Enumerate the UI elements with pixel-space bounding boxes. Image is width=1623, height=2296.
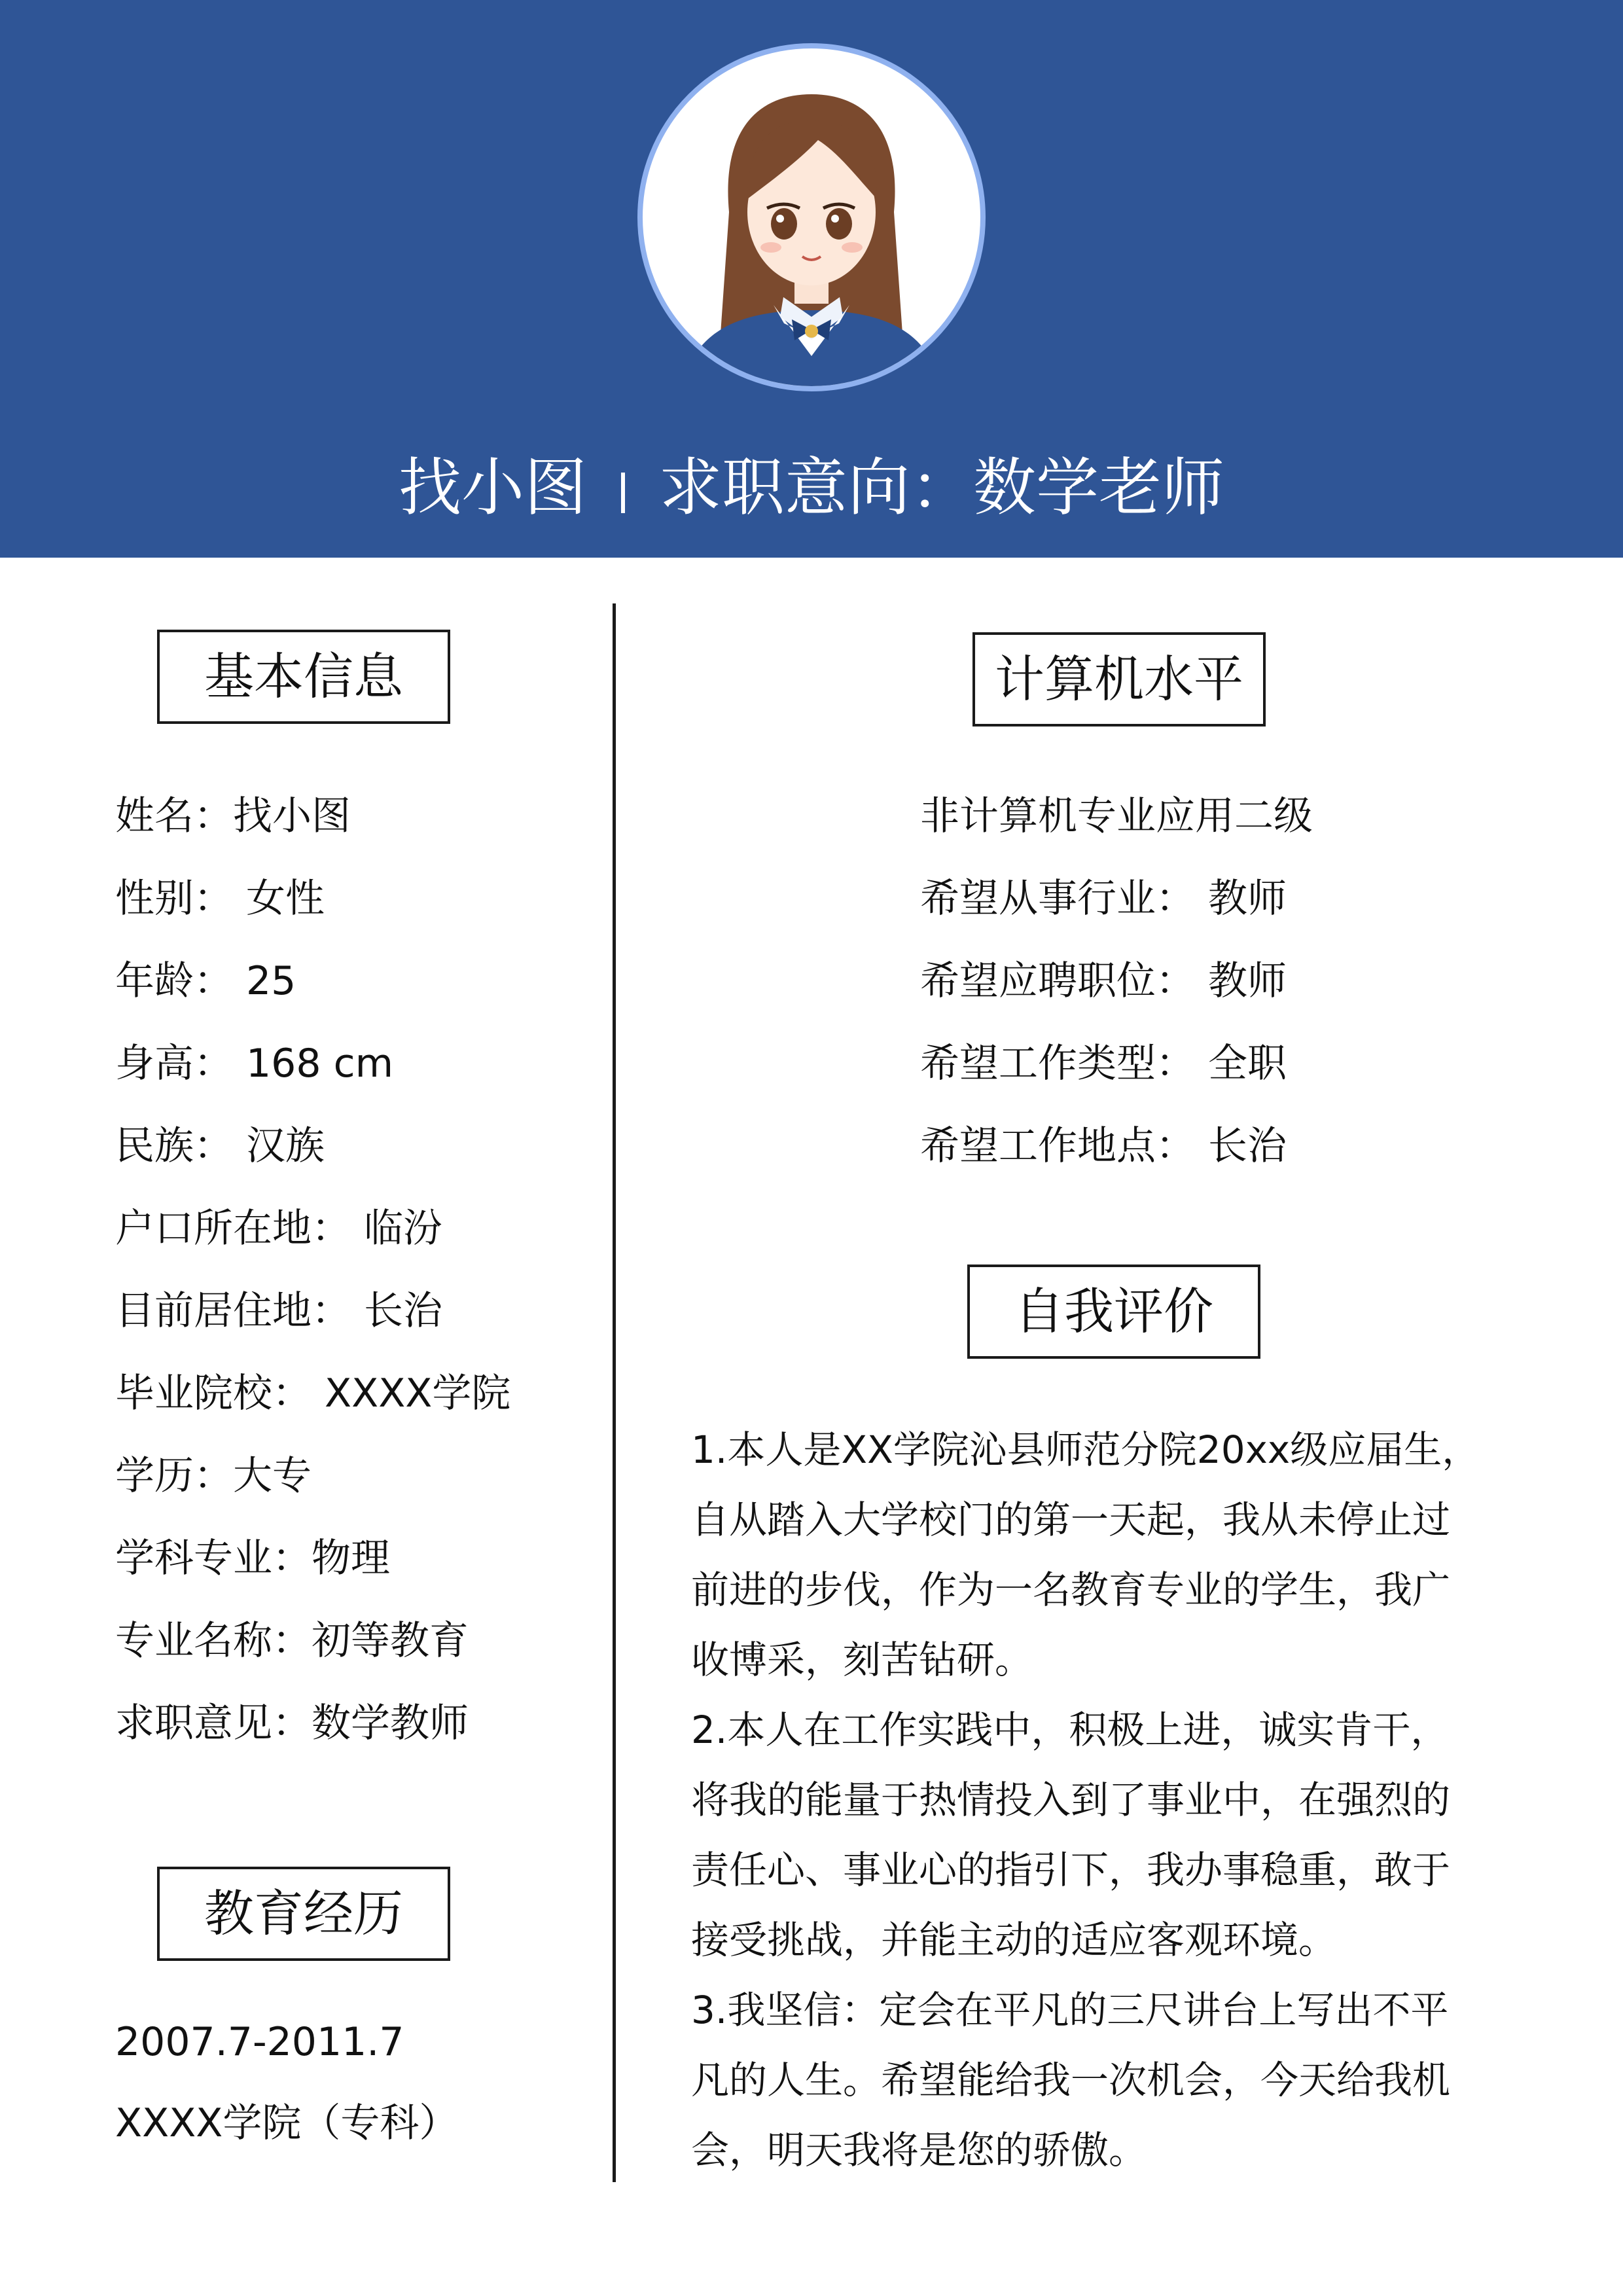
job-pref-item — [920, 857, 1313, 940]
pref-value: 教师 — [1208, 876, 1287, 922]
self-eval-line: 自从踏入大学校门的第一天起，我从未停止过 — [691, 1498, 1451, 1542]
pref-value: 长治 — [1208, 1123, 1287, 1169]
pref-label: 希望工作类型： — [920, 1041, 1195, 1086]
info-label: 求职意见： — [115, 1700, 312, 1746]
info-item — [115, 1187, 510, 1270]
pref-label: 希望应聘职位： — [920, 958, 1195, 1004]
self-eval-text — [691, 1415, 1561, 2185]
info-label: 目前居住地： — [115, 1288, 351, 1334]
job-pref-item — [920, 1105, 1313, 1187]
info-label: 民族： — [115, 1123, 233, 1169]
self-eval-line: 会，明天我将是您的骄傲。 — [691, 2128, 1147, 2172]
section-heading-computer: 计算机水平 — [972, 632, 1266, 726]
info-item — [115, 1022, 510, 1105]
education-school: XXXX学院（专科） — [115, 2100, 459, 2146]
info-value: 大专 — [233, 1453, 312, 1499]
info-value: 临汾 — [364, 1206, 442, 1251]
candidate-name: 找小图 — [399, 451, 587, 524]
self-eval-line: 收博采，刻苦钻研。 — [691, 1638, 1033, 1682]
info-item — [115, 1270, 510, 1352]
cartoon-woman-avatar-icon — [643, 48, 980, 386]
computer-list — [920, 775, 1313, 1187]
self-eval-line: 前进的步伐，作为一名教育专业的学生，我广 — [691, 1568, 1451, 1612]
info-value: 女性 — [246, 876, 325, 922]
pref-label: 希望工作地点： — [920, 1123, 1195, 1169]
info-value: 找小图 — [233, 793, 351, 839]
self-eval-line: 3.我坚信：定会在平凡的三尺讲台上写出不平 — [691, 1988, 1449, 2032]
basic-info-list — [115, 775, 510, 1765]
header-title — [0, 445, 1623, 530]
column-divider — [613, 603, 616, 2182]
info-value: 物理 — [312, 1535, 390, 1581]
avatar — [637, 43, 986, 391]
info-label: 身高： — [115, 1041, 233, 1086]
pref-value: 教师 — [1208, 958, 1287, 1004]
education-list — [115, 2001, 458, 2164]
self-eval-line: 责任心、事业心的指引下，我办事稳重，敢于 — [691, 1848, 1451, 1892]
info-label: 姓名： — [115, 793, 233, 839]
section-heading-basic-info: 基本信息 — [157, 630, 450, 724]
info-item — [115, 1352, 510, 1435]
computer-level: 非计算机专业应用二级 — [920, 793, 1313, 839]
pref-value: 全职 — [1208, 1041, 1287, 1086]
info-item — [115, 1600, 510, 1682]
pref-label: 希望从事行业： — [920, 876, 1195, 922]
info-label: 学科专业： — [115, 1535, 312, 1581]
info-value: 汉族 — [246, 1123, 325, 1169]
info-label: 学历： — [115, 1453, 233, 1499]
info-value: 长治 — [364, 1288, 442, 1334]
info-value: 168 cm — [246, 1041, 394, 1086]
info-label: 性别： — [115, 876, 233, 922]
info-value: XXXX学院 — [325, 1371, 511, 1416]
info-item — [115, 1105, 510, 1187]
info-label: 毕业院校： — [115, 1371, 312, 1416]
info-item — [115, 1682, 510, 1765]
info-value: 初等教育 — [312, 1618, 469, 1664]
info-item — [115, 1435, 510, 1517]
title-separator — [621, 473, 625, 513]
job-intent: 求职意向：数学老师 — [659, 451, 1224, 524]
info-item — [115, 775, 510, 857]
info-label: 年龄： — [115, 958, 233, 1004]
self-eval-line: 2.本人在工作实践中，积极上进，诚实肯干， — [691, 1708, 1449, 1752]
job-pref-item — [920, 940, 1313, 1022]
header-banner — [0, 0, 1623, 558]
self-eval-line: 1.本人是XX学院沁县师范分院20xx级应届生， — [691, 1427, 1480, 1472]
info-value: 25 — [246, 958, 296, 1004]
info-label: 专业名称： — [115, 1618, 312, 1664]
education-period: 2007.7-2011.7 — [115, 2019, 404, 2065]
section-heading-self-eval: 自我评价 — [967, 1265, 1260, 1359]
section-heading-education: 教育经历 — [157, 1867, 450, 1961]
info-item — [115, 857, 510, 940]
self-eval-line: 凡的人生。希望能给我一次机会，今天给我机 — [691, 2058, 1451, 2102]
info-item — [115, 940, 510, 1022]
info-value: 数学教师 — [312, 1700, 469, 1746]
info-label: 户口所在地： — [115, 1206, 351, 1251]
job-pref-item — [920, 1022, 1313, 1105]
info-item — [115, 1517, 510, 1600]
self-eval-line: 将我的能量于热情投入到了事业中，在强烈的 — [691, 1778, 1451, 1822]
self-eval-line: 接受挑战，并能主动的适应客观环境。 — [691, 1918, 1337, 1962]
